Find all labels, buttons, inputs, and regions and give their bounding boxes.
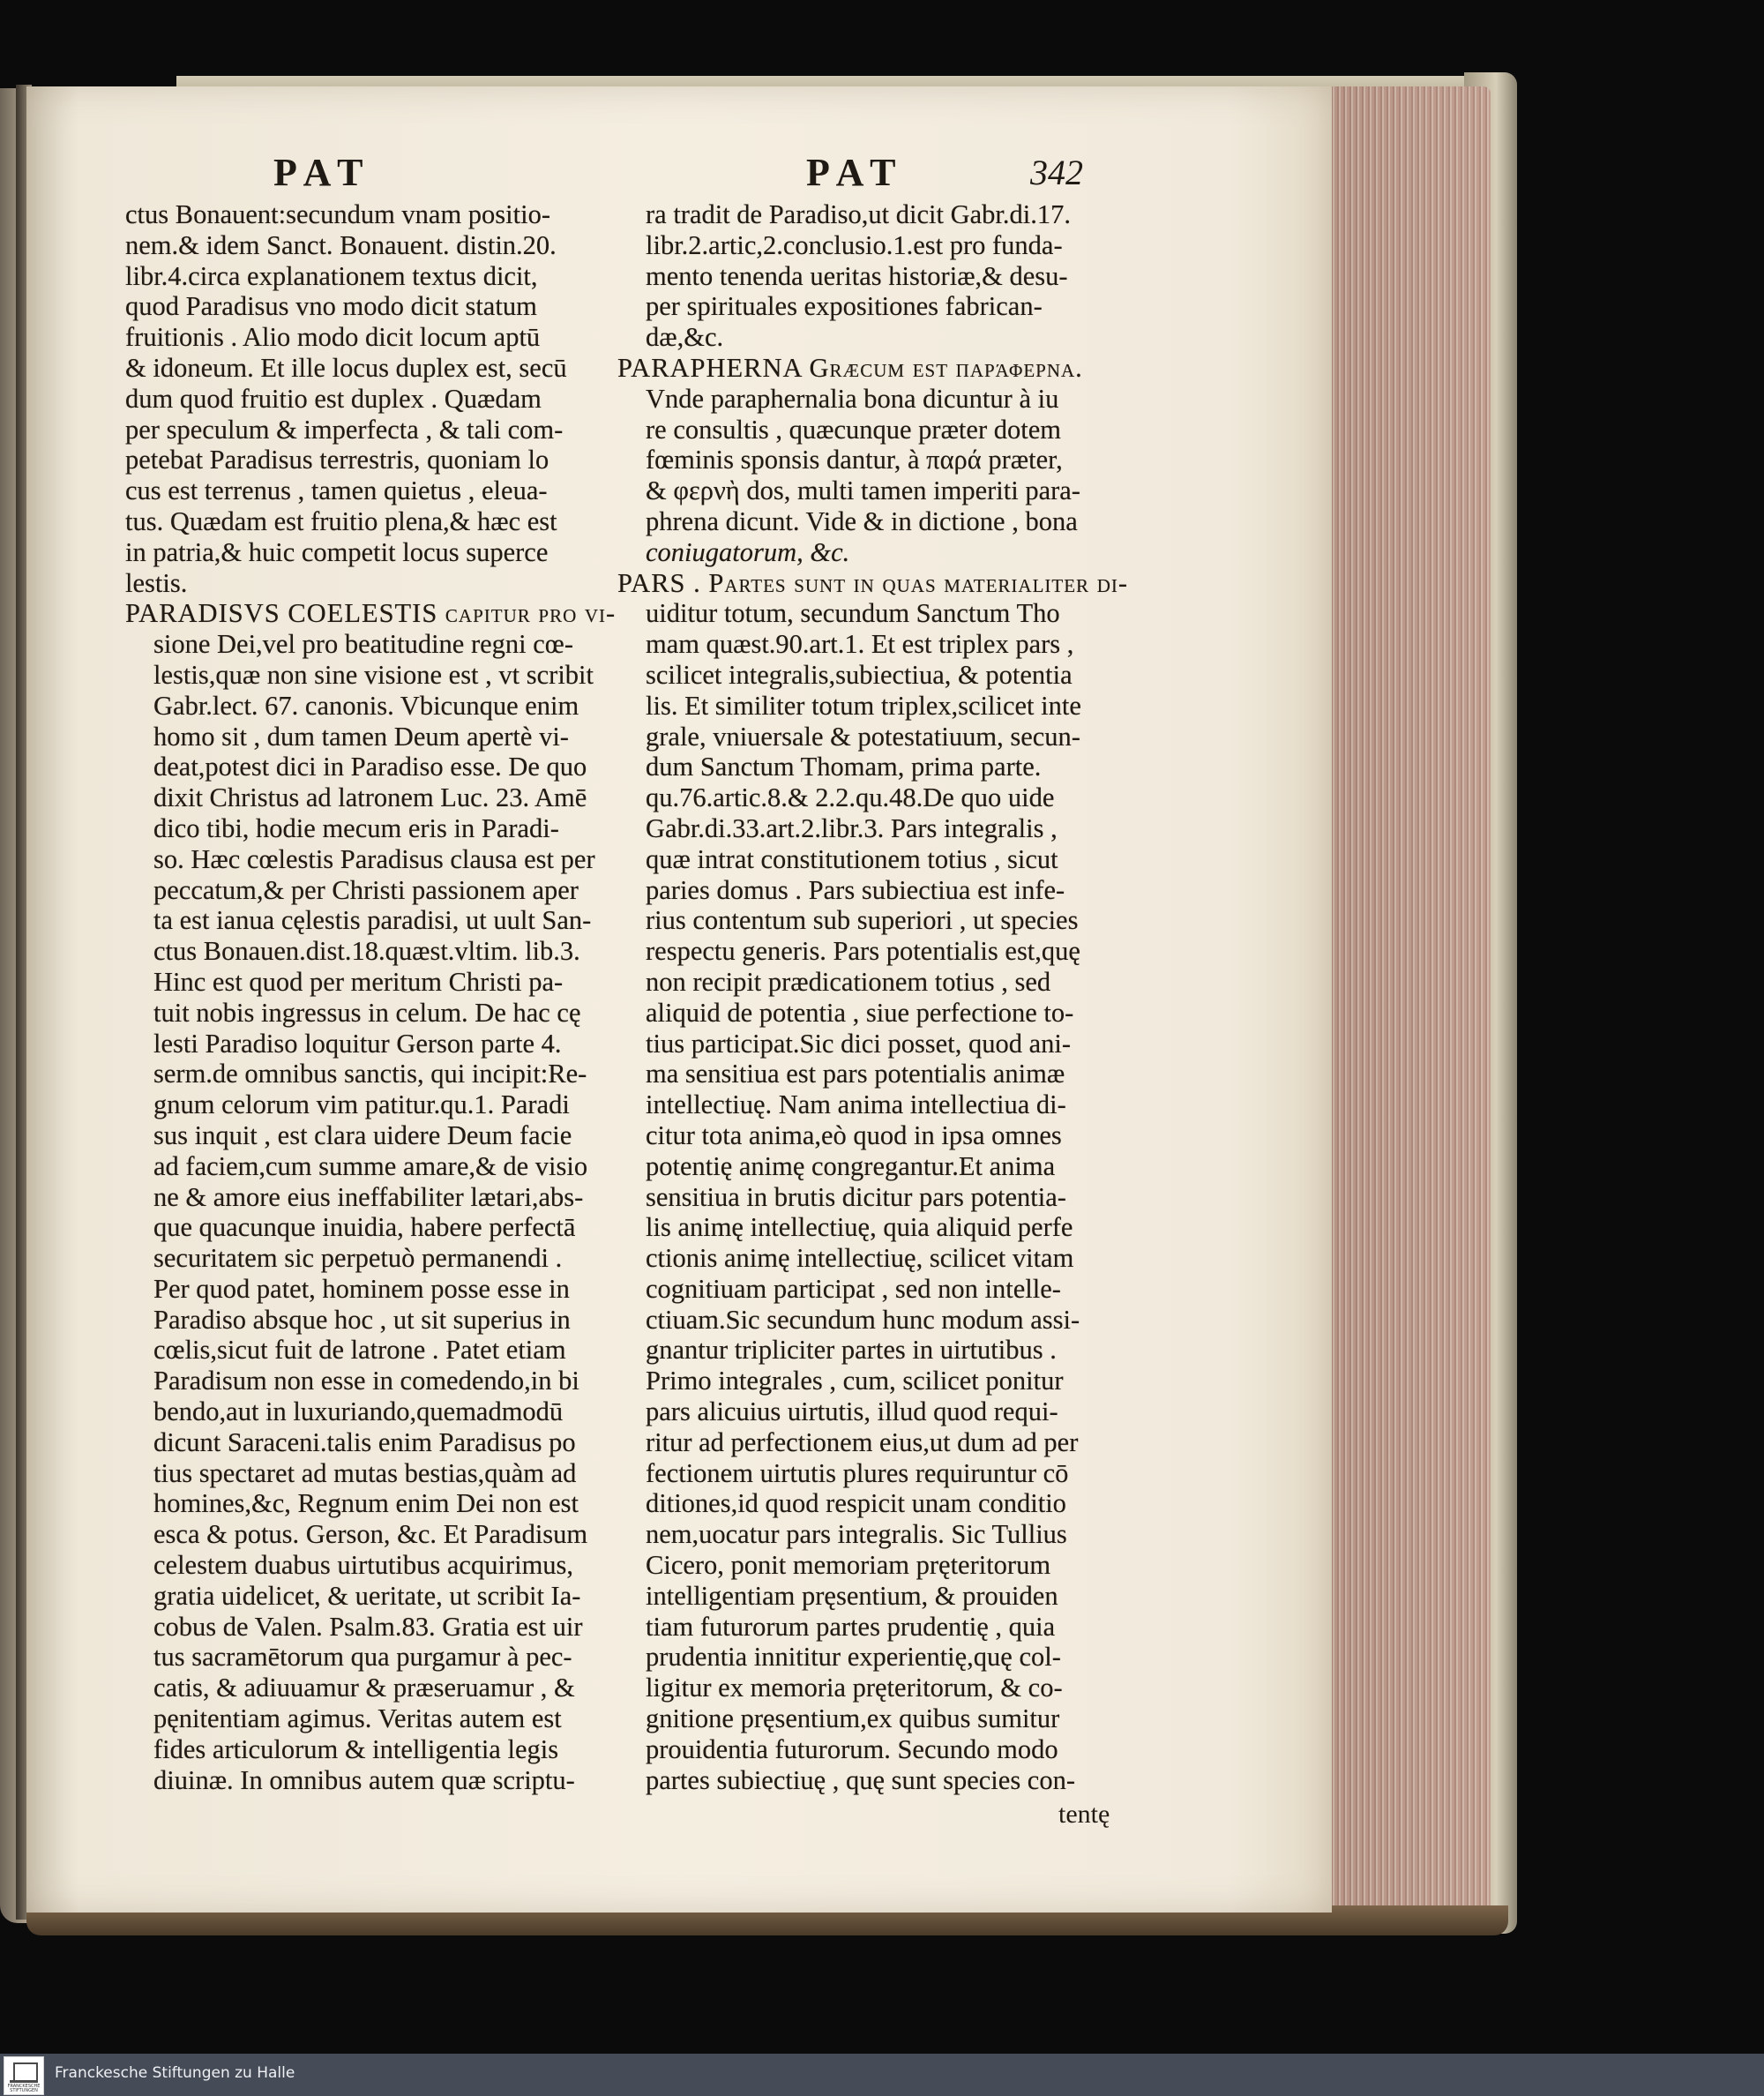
text-line: gnantur tripliciter partes in uirtutibus . bbox=[646, 1335, 1057, 1366]
text-line: lesti Paradiso loquitur Gerson parte 4. bbox=[153, 1028, 562, 1059]
text-line: esca & potus. Gerson, &c. Et Paradisum bbox=[153, 1519, 588, 1550]
text-line: gnitione pręsentium,ex quibus sumitur bbox=[646, 1703, 1060, 1734]
running-head-right: PAT bbox=[806, 151, 905, 194]
text-line: diuinæ. In omnibus autem quæ scriptu- bbox=[153, 1764, 575, 1795]
text-line: per speculum & imperfecta , & tali com- bbox=[125, 414, 564, 445]
text-line: ctus Bonauen.dist.18.quæst.vltim. lib.3. bbox=[153, 936, 580, 967]
text-line: dum quod fruitio est duplex . Quædam bbox=[125, 383, 542, 414]
text-line: celestem duabus uirtutibus acquirimus, bbox=[153, 1550, 574, 1581]
text-line: dum Sanctum Thomam, prima parte. bbox=[646, 752, 1042, 782]
text-line: mam quæst.90.art.1. Et est triplex pars , bbox=[646, 629, 1074, 660]
text-line: pęnitentiam agimus. Veritas autem est bbox=[153, 1703, 562, 1734]
text-line: fruitionis . Alio modo dicit locum aptū bbox=[125, 322, 541, 353]
text-line: petebat Paradisus terrestris, quoniam lo bbox=[125, 445, 549, 475]
text-line: tiam futurorum partes prudentię , quia bbox=[646, 1611, 1056, 1642]
text-line: scilicet integralis,subiectiua, & potentia bbox=[646, 659, 1073, 690]
text-line: Primo integrales , cum, scilicet ponitur bbox=[646, 1366, 1064, 1396]
text-line: Cicero, ponit memoriam pręteritorum bbox=[646, 1550, 1051, 1581]
text-line: PARADISVS COELESTIS capitur pro vi- bbox=[125, 598, 617, 629]
text-line: cobus de Valen. Psalm.83. Gratia est uir bbox=[153, 1611, 583, 1642]
text-line: sione Dei,vel pro beatitudine regni cœ- bbox=[153, 629, 573, 660]
text-line: Per quod patet, hominem posse esse in bbox=[153, 1273, 570, 1304]
text-line: fœminis sponsis dantur, à παρά præter, bbox=[646, 445, 1063, 475]
text-line: homo sit , dum tamen Deum apertè vi- bbox=[153, 721, 569, 752]
text-line: cognitiuam participat , sed non intelle- bbox=[646, 1273, 1061, 1304]
text-line: libr.2.artic,2.conclusio.1.est pro funda- bbox=[646, 229, 1063, 260]
text-line: tius spectaret ad mutas bestias,quàm ad bbox=[153, 1457, 577, 1488]
text-line: Hinc est quod per meritum Christi pa- bbox=[153, 966, 564, 997]
text-line: lis. Et similiter totum triplex,scilicet inte bbox=[646, 690, 1081, 721]
text-line: ad faciem,cum summe amare,& de visio bbox=[153, 1150, 588, 1181]
text-line: Vnde paraphernalia bona dicuntur à iu bbox=[646, 383, 1059, 414]
running-head-left: PAT bbox=[273, 151, 372, 194]
text-line: ctus Bonauent:secundum vnam positio- bbox=[125, 199, 550, 229]
text-line: securitatem sic perpetuò permanendi . bbox=[153, 1243, 563, 1274]
text-line: aliquid de potentia , siue perfectione to- bbox=[646, 997, 1074, 1028]
text-line: fides articulorum & intelligentia legis bbox=[153, 1733, 559, 1764]
text-line: per spirituales expositiones fabrican- bbox=[646, 291, 1043, 322]
text-line: quod Paradisus vno modo dicit statum bbox=[125, 291, 537, 322]
text-line: & idoneum. Et ille locus duplex est, secū bbox=[125, 352, 567, 383]
text-line: tus sacramētorum qua purgamur à pec- bbox=[153, 1642, 572, 1673]
text-line: tuit nobis ingressus in celum. De hac cę bbox=[153, 997, 581, 1028]
text-line: homines,&c, Regnum enim Dei non est bbox=[153, 1488, 579, 1519]
text-line: dixit Christus ad latronem Luc. 23. Amē bbox=[153, 782, 587, 813]
text-line: tus. Quædam est fruitio plena,& hæc est bbox=[125, 505, 557, 536]
catchword: tentę bbox=[1058, 1800, 1110, 1829]
text-line: PARAPHERNA Græcum est παράφερνα. bbox=[617, 352, 1083, 383]
text-line: intelligentiam pręsentium, & prouiden bbox=[646, 1580, 1058, 1611]
text-line: Paradisum non esse in comedendo,in bi bbox=[153, 1366, 579, 1396]
text-line: Paradiso absque hoc , ut sit superius in bbox=[153, 1304, 571, 1335]
text-line: & φερνὴ dos, multi tamen imperiti para- bbox=[646, 475, 1080, 506]
text-line: so. Hæc cœlestis Paradisus clausa est per bbox=[153, 843, 595, 874]
text-line: non recipit prædicationem totius , sed bbox=[646, 966, 1051, 997]
text-line: grale, vniuersale & potestatiuum, secun- bbox=[646, 721, 1080, 752]
text-line: catis, & adiuuamur & præseruamur , & bbox=[153, 1673, 575, 1703]
text-line: partes subiectiuę , quę sunt species con- bbox=[646, 1764, 1076, 1795]
text-line: lestis. bbox=[125, 567, 188, 598]
text-line: ra tradit de Paradiso,ut dicit Gabr.di.17. bbox=[646, 199, 1071, 229]
text-line: ritur ad perfectionem eius,ut dum ad per bbox=[646, 1426, 1079, 1457]
text-line: ma sensitiua est pars potentialis animæ bbox=[646, 1059, 1065, 1089]
text-line: que quacunque inuidia, habere perfectā bbox=[153, 1212, 576, 1243]
text-line: peccatum,& per Christi passionem aper bbox=[153, 874, 579, 905]
text-line: rius contentum sub superiori , ut species bbox=[646, 905, 1079, 936]
text-line: lestis,quæ non sine visione est , vt scribit bbox=[153, 659, 594, 690]
institution-logo bbox=[4, 2056, 44, 2095]
text-line: nem.& idem Sanct. Bonauent. distin.20. bbox=[125, 229, 557, 260]
text-line: tius participat.Sic dici posset, quod ani- bbox=[646, 1028, 1071, 1059]
logo-caption: FRANCKESCHE STIFTUNGEN bbox=[7, 2084, 41, 2093]
text-line: sensitiua in brutis dicitur pars potentia- bbox=[646, 1181, 1066, 1212]
text-line: cœlis,sicut fuit de latrone . Patet etiam bbox=[153, 1335, 566, 1366]
footer-bar bbox=[0, 2054, 1764, 2096]
text-line: pars alicuius uirtutis, illud quod requi- bbox=[646, 1396, 1058, 1427]
text-line: citur tota anima,eò quod in ipsa omnes bbox=[646, 1119, 1062, 1150]
text-column-right bbox=[617, 199, 1147, 1795]
text-line: ctionis animę intellectiuę, scilicet vitam bbox=[646, 1243, 1074, 1274]
text-line: dæ,&c. bbox=[646, 322, 724, 353]
text-line: cus est terrenus , tamen quietus , eleua- bbox=[125, 475, 548, 506]
text-line: respectu generis. Pars potentialis est,quę bbox=[646, 936, 1080, 967]
text-line: fectionem uirtutis plures requiruntur cō bbox=[646, 1457, 1069, 1488]
folio-number: 342 bbox=[1030, 153, 1083, 192]
text-line: nem,uocatur pars integralis. Sic Tullius bbox=[646, 1519, 1067, 1550]
text-line: coniugatorum, &c. bbox=[646, 536, 850, 567]
text-line: ctiuam.Sic secundum hunc modum assi- bbox=[646, 1304, 1080, 1335]
text-line: in patria,& huic competit locus superce bbox=[125, 536, 549, 567]
text-line: ditiones,id quod respicit unam conditio bbox=[646, 1488, 1066, 1519]
text-line: phrena dicunt. Vide & in dictione , bona bbox=[646, 505, 1078, 536]
text-line: Gabr.lect. 67. canonis. Vbicunque enim bbox=[153, 690, 579, 721]
text-line: uiditur totum, secundum Sanctum Tho bbox=[646, 598, 1060, 629]
text-line: sus inquit , est clara uidere Deum facie bbox=[153, 1119, 572, 1150]
text-line: dico tibi, hodie mecum eris in Paradi- bbox=[153, 812, 559, 843]
text-line: paries domus . Pars subiectiua est infe- bbox=[646, 874, 1065, 905]
text-line: ne & amore eius ineffabiliter lætari,abs- bbox=[153, 1181, 584, 1212]
text-line: ta est ianua cęlestis paradisi, ut uult San- bbox=[153, 905, 592, 936]
text-line: serm.de omnibus sanctis, qui incipit:Re- bbox=[153, 1059, 587, 1089]
text-line: prudentia innititur experientię,quę col- bbox=[646, 1642, 1061, 1673]
text-line: mento tenenda ueritas historiæ,& desu- bbox=[646, 260, 1068, 291]
text-line: PARS . Partes sunt in quas materialiter di- bbox=[617, 567, 1129, 598]
text-line: lis animę intellectiuę, quia aliquid perfe bbox=[646, 1212, 1073, 1243]
text-line: quæ intrat constitutionem totius , sicut bbox=[646, 843, 1058, 874]
institution-name: Franckesche Stiftungen zu Halle bbox=[55, 2064, 295, 2082]
text-column-left bbox=[125, 199, 619, 1795]
text-line: bendo,aut in luxuriando,quemadmodū bbox=[153, 1396, 564, 1427]
text-line: deat,potest dici in Paradiso esse. De quo bbox=[153, 752, 587, 782]
text-line: gratia uidelicet, & ueritate, ut scribit Ia- bbox=[153, 1580, 581, 1611]
text-line: gnum celorum vim patitur.qu.1. Paradi bbox=[153, 1089, 570, 1120]
text-line: Gabr.di.33.art.2.libr.3. Pars integralis , bbox=[646, 812, 1058, 843]
text-line: qu.76.artic.8.& 2.2.qu.48.De quo uide bbox=[646, 782, 1055, 813]
text-line: libr.4.circa explanationem textus dicit, bbox=[125, 260, 538, 291]
fore-edge bbox=[1319, 86, 1491, 1923]
text-line: intellectiuę. Nam anima intellectiua di- bbox=[646, 1089, 1066, 1120]
text-line: prouidentia futurorum. Secundo modo bbox=[646, 1733, 1058, 1764]
text-line: ligitur ex memoria pręteritorum, & co- bbox=[646, 1673, 1063, 1703]
text-line: potentię animę congregantur.Et anima bbox=[646, 1150, 1056, 1181]
text-line: dicunt Saraceni.talis enim Paradisus po bbox=[153, 1426, 576, 1457]
text-line: re consultis , quæcunque præter dotem bbox=[646, 414, 1061, 445]
